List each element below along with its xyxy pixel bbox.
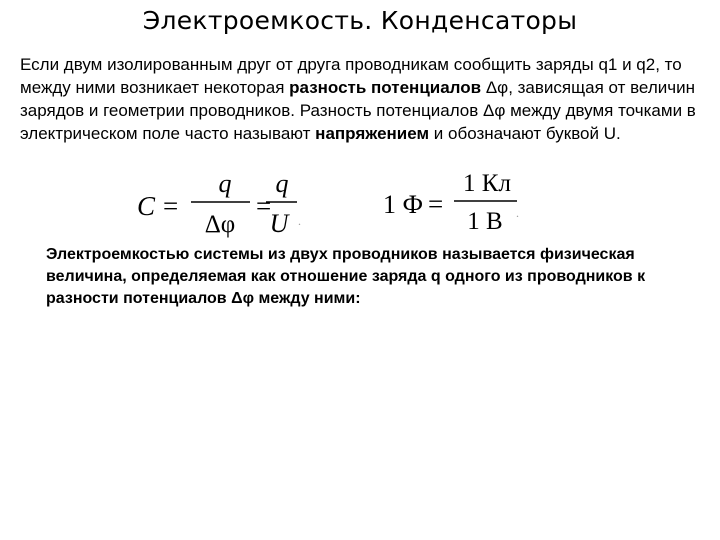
coulomb-numerator: 1 Кл: [463, 170, 511, 197]
formula-dot-1: .: [298, 214, 301, 228]
equals-sign-1: =: [163, 191, 179, 221]
intro-text-3: и обозначают буквой U.: [429, 124, 621, 143]
term-potential-difference: разность потенциалов: [289, 78, 482, 97]
charge-numerator-1: q: [218, 170, 232, 198]
definition-paragraph: Электроемкостью системы из двух проводников называется физическая величина, определяемая как отношение заряда q одного из проводников к разности потенциалов Δφ между ними:: [46, 246, 646, 307]
slide-title: Электроемкость. Конденсаторы: [142, 6, 578, 35]
equals-sign-2: =: [256, 191, 272, 221]
farad-unit: 1 Ф: [383, 190, 424, 219]
term-voltage: напряжением: [315, 124, 430, 143]
capacitance-formula: [137, 170, 301, 238]
capacitance-symbol: C: [137, 191, 156, 221]
intro-paragraph: [20, 53, 700, 145]
equals-sign-3: =: [428, 189, 444, 219]
intro-text-1: Если двум изолированным друг от друга проводникам сообщить заряды q1 и q2, то между ними возникает некоторая: [20, 55, 682, 97]
capacitance-formulas: [0, 170, 720, 240]
charge-numerator-2: q: [275, 170, 289, 198]
intro-text-2: Δφ, зависящая от величин зарядов и геометрии проводников. Разность потенциалов Δφ между двумя точками в электрическом поле часто называют: [20, 78, 696, 143]
formulas-block: [0, 170, 720, 240]
potential-difference-denominator: Δφ: [204, 211, 236, 238]
formula-dot-2: .: [516, 206, 519, 220]
farad-formula: [383, 170, 519, 235]
volt-denominator: 1 В: [467, 208, 503, 235]
voltage-denominator: U: [269, 209, 289, 238]
